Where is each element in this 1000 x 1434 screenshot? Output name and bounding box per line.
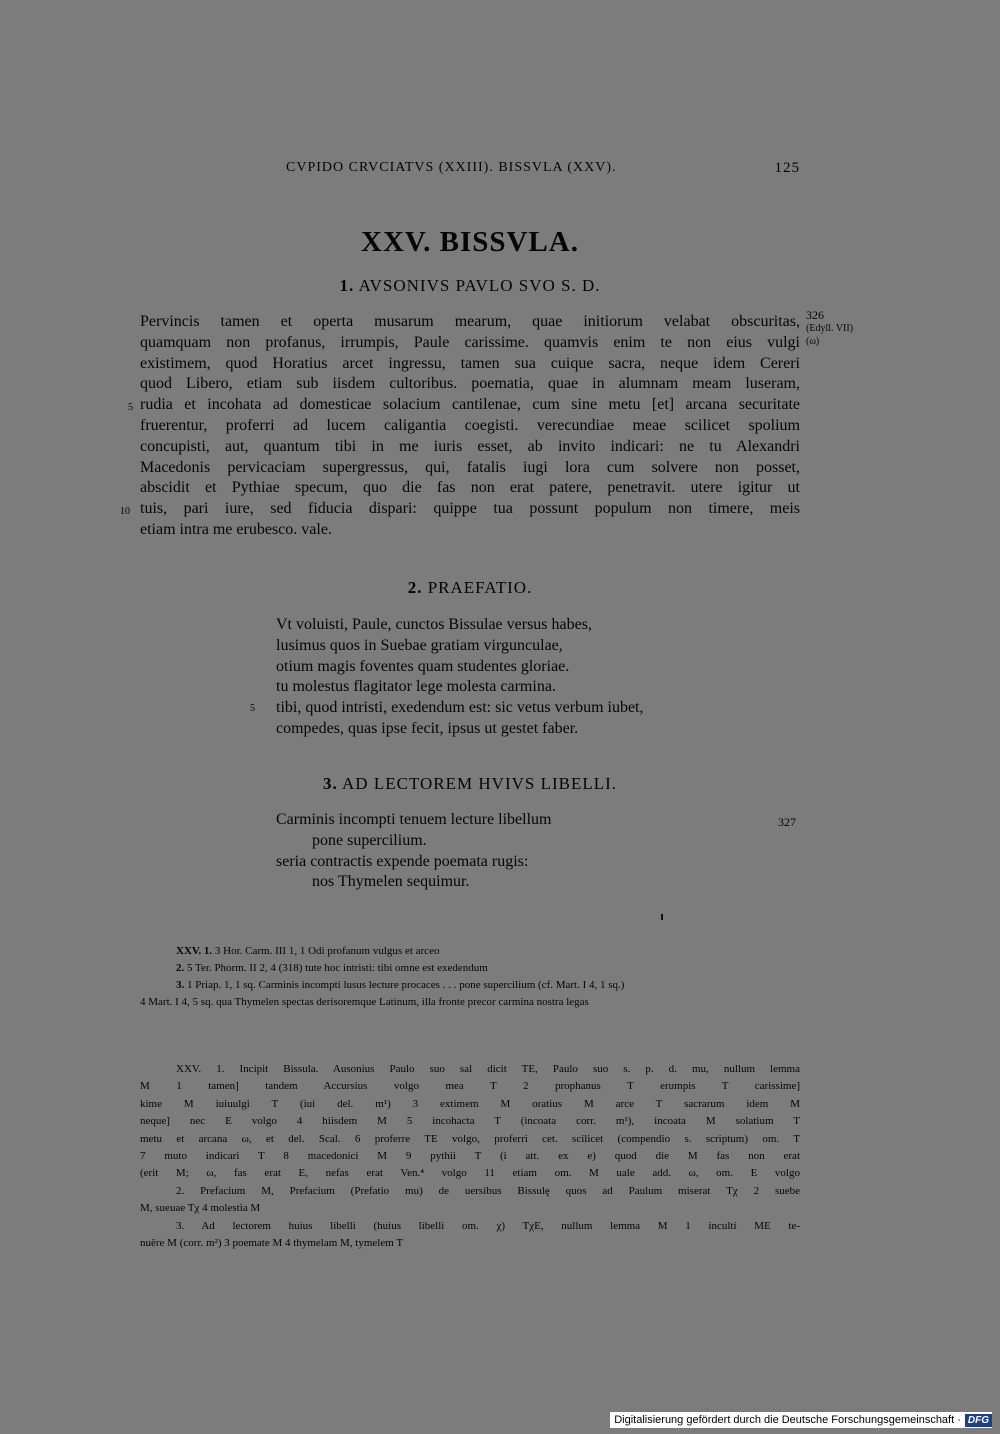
prose-line: tuis, pari iure, sed fiducia dispari: quippe tua possunt populum non timere, meis xyxy=(140,500,800,518)
chapter-title: XXV. BISSVLA. xyxy=(361,226,579,258)
praefatio-verse xyxy=(276,615,644,740)
prose-letter xyxy=(140,312,800,541)
apparatus-line: kime M iuiuulgi T (iui del. m¹) 3 extimem M oratius M arce T sacrarum idem M xyxy=(140,1097,800,1110)
prose-line: Pervincis tamen et operta musarum mearum, quae initiorum velabat obscuritas, xyxy=(140,313,800,330)
verse-line: pone supercilium. xyxy=(312,831,427,849)
testimonia-line: XXV. 1. 3 Hor. Carm. III 1, 1 Odi profanum vulgus et arceo xyxy=(176,945,440,957)
line-number-5: 5 xyxy=(128,402,133,413)
printer-mark xyxy=(661,914,663,920)
apparatus-line: neque] nec E volgo 4 hiisdem M 5 incohacta T (incoata corr. m¹), incoata M solatium T xyxy=(140,1115,800,1128)
section-heading: AD LECTOREM HVIVS LIBELLI. xyxy=(342,774,618,793)
line-number-10: 10 xyxy=(120,506,130,517)
testimonia-line: 4 Mart. I 4, 5 sq. qua Thymelen spectas derisoremque Latinum, illa fronte precor carmina nostra legas xyxy=(140,996,589,1008)
section-number: 2. xyxy=(407,578,423,597)
apparatus-line: 3. Ad lectorem huius libelli (huius libelli om. χ) TχE, nullum lemma M 1 inculti ME te- xyxy=(176,1219,800,1232)
verse-line-number-5: 5 xyxy=(250,703,255,714)
prose-line: quamquam non profanus, irrumpis, Paule carissime. quamvis enim te non eius vulgi xyxy=(140,333,800,351)
margin-ref-omega: (ω) xyxy=(806,336,820,347)
verse-line: nos Thymelen sequimur. xyxy=(312,873,470,891)
section-heading: AVSONIVS PAVLO SVO S. D. xyxy=(358,276,601,295)
apparatus-line: M, sueuae Tχ 4 molestia M xyxy=(140,1202,261,1215)
lector-verse xyxy=(276,810,552,893)
margin-reference-327: 327 xyxy=(778,815,796,829)
apparatus-line: nuēre M (corr. m²) 3 poemate M 4 thymelam M, tymelem T xyxy=(140,1237,404,1250)
section-title-1 xyxy=(0,276,940,296)
verse-line: tu molestus flagitator lege molesta carmina. xyxy=(276,678,556,696)
verse-line: Vt voluisti, Paule, cunctos Bissulae versus habes, xyxy=(276,616,592,633)
section-number: 1. xyxy=(339,276,355,295)
dfg-footer-text: Digitalisierung gefördert durch die Deutsche Forschungsgemeinschaft · xyxy=(614,1414,961,1426)
apparatus-line: XXV. 1. Incipit Bissula. Ausonius Paulo suo sal dicit TE, Paulo suo s. p. d. mu, nullum lemma xyxy=(176,1063,800,1075)
testimonia-line: 3. 1 Priap. 1, 1 sq. Carminis incompti lusus lecture procaces . . . pone supercilium (cf. Mart. I 4, 1 sq.) xyxy=(176,979,625,991)
section-heading: PRAEFATIO. xyxy=(427,578,533,597)
section-title-3 xyxy=(0,774,940,794)
prose-line: existimem, quod Horatius arcet ingressu, tamen sua cuique sacra, neque idem Cereri xyxy=(140,354,800,372)
verse-line: compedes, quas ipse fecit, ipsus ut gestet faber. xyxy=(276,719,579,737)
critical-apparatus xyxy=(140,1061,800,1252)
dfg-footer xyxy=(610,1412,992,1428)
apparatus-line: (erit M; ω, fas erat E, nefas erat Ven.⁴ volgo 11 etiam om. M uale add. ω, om. E volgo xyxy=(140,1167,800,1180)
verse-line: lusimus quos in Suebae gratiam virgunculae, xyxy=(276,636,563,654)
apparatus-line: M 1 tamen] tandem Accursius volgo mea T 2 prophanus T erumpis T carissime] xyxy=(140,1080,800,1093)
margin-ref-number: 326 xyxy=(806,308,824,322)
testimonia-line: 2. 5 Ter. Phorm. II 2, 4 (318) tute hoc intristi: tibi omne est exedendum xyxy=(176,962,488,974)
prose-line: Macedonis pervicaciam supergressus, qui, fatalis iugi lora cum solvere non posset, xyxy=(140,458,800,476)
section-number: 3. xyxy=(322,774,338,793)
prose-line: quod Libero, etiam sub iisdem cultoribus. poematia, quae in alumnam meam luseram, xyxy=(140,375,800,393)
prose-line: concupisti, aut, quantum tibi in me iuris esset, ab invito indicari: ne tu Alexandri xyxy=(140,437,800,455)
prose-line: rudia et incohata ad domesticae solacium cantilenae, cum sine metu [et] arcana securitate xyxy=(140,396,800,414)
apparatus-line: 2. Prefacium M, Prefacium (Prefatio mu) de uersibus Bissulę quos ad Paulum miserat Tχ 2 suebe xyxy=(176,1184,800,1197)
prose-line: abscidit et Pythiae specum, quo die fas non erat patere, penetravit. utere igitur ut xyxy=(140,479,800,497)
dfg-logo: DFG xyxy=(965,1414,992,1427)
running-head xyxy=(286,160,800,182)
verse-line: seria contractis expende poemata rugis: xyxy=(276,852,529,870)
verse-line: tibi, quod intristi, exedendum est: sic vetus verbum iubet, xyxy=(276,699,644,717)
apparatus-line: 7 muto indicari T 8 macedonici M 9 pythii T (i att. ex e) quod die M fas non erat xyxy=(140,1150,800,1163)
running-head-title: CVPIDO CRVCIATVS (XXIII). BISSVLA (XXV). xyxy=(286,160,617,175)
prose-line: fruerentur, proferri ad lucem caligantia coegisti. verecundiae meae scilicet spolium xyxy=(140,416,800,434)
prose-line: etiam intra me erubesco. vale. xyxy=(140,520,332,538)
verse-line: Carminis incompti tenuem lecture libellum xyxy=(276,811,552,828)
margin-ref-edyll: (Edyll. VII) xyxy=(806,323,854,334)
verse-line: otium magis foventes quam studentes gloriae. xyxy=(276,657,570,675)
testimonia xyxy=(140,943,800,1011)
section-title-2 xyxy=(0,578,940,598)
page-number: 125 xyxy=(774,160,800,176)
margin-reference xyxy=(806,309,853,348)
apparatus-line: metu et arcana ω, et del. Scal. 6 proferre TE volgo, proferri cet. scilicet (compendio s. scriptum) om. T xyxy=(140,1132,800,1145)
